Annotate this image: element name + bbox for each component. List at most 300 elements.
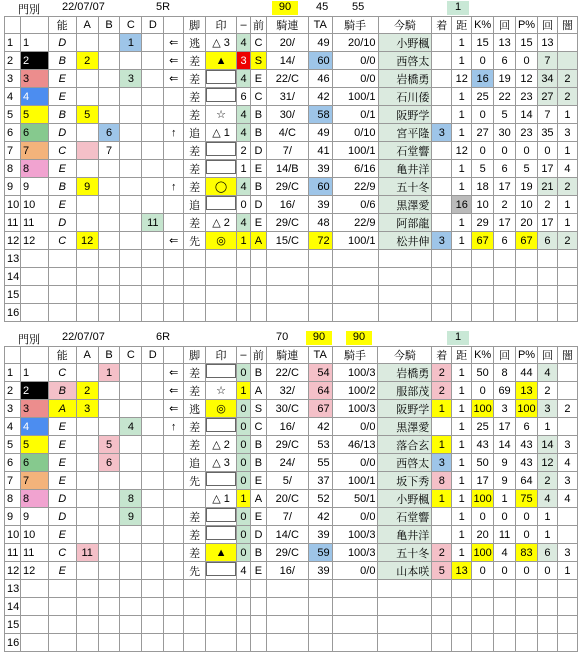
column-header [20,347,48,364]
cell [472,268,494,286]
cell: 6 [20,124,48,142]
cell [378,268,432,286]
cell: 15/C [266,232,308,250]
cell: 100/1 [332,232,378,250]
cell [142,268,164,286]
column-header: K% [472,17,494,34]
column-header [5,17,21,34]
cell: 13 [494,34,516,52]
column-header: 印 [206,347,237,364]
cell [557,580,577,598]
cell [164,580,184,598]
cell [472,598,494,616]
cell: 25 [472,418,494,436]
cell [164,214,184,232]
cell [432,70,452,88]
cell: 100 [472,490,494,508]
cell: 19 [516,178,538,196]
cell [332,268,378,286]
cell: 64 [516,472,538,490]
cell [76,616,98,634]
cell: 49 [308,34,332,52]
cell [120,250,142,268]
cell [432,250,452,268]
cell [452,250,472,268]
column-header: C [120,347,142,364]
race5-number: 5R [156,1,171,13]
mark-box [206,364,236,378]
cell: ↑ [164,178,184,196]
cell: B [250,544,266,562]
cell: 13 [5,250,21,268]
cell: B [48,178,76,196]
cell [142,178,164,196]
cell: 宮平隆 [378,124,432,142]
cell: 22/C [266,364,308,382]
cell: 9 [494,472,516,490]
cell [516,268,538,286]
cell: 差 [184,214,206,232]
cell: 9 [20,178,48,196]
cell: 14/C [266,526,308,544]
cell: D [48,490,76,508]
cell [557,364,577,382]
cell: 5 [494,106,516,124]
column-header: 脚 [184,347,206,364]
cell: B [48,52,76,70]
cell: △ 3 [206,34,237,52]
cell [98,106,120,124]
cell: S [250,52,266,70]
column-header: A [76,347,98,364]
cell: ▲ [206,52,237,70]
cell: A [250,490,266,508]
cell [206,196,237,214]
mark-box [206,160,236,174]
cell [120,562,142,580]
cell [557,250,577,268]
cell [120,616,142,634]
cell: 1 [452,34,472,52]
cell: 9 [20,508,48,526]
cell: 4 [537,364,557,382]
cell [206,616,237,634]
cell: 75 [516,490,538,508]
cell: 37 [308,472,332,490]
cell: 0/0 [332,52,378,70]
cell: 9 [5,178,21,196]
cell: 7 [5,472,21,490]
cell [472,634,494,652]
cell: 2 [557,232,577,250]
cell [98,304,120,322]
cell: 2 [5,382,21,400]
cell [98,160,120,178]
cell: ↑ [164,124,184,142]
cell: 1 [452,436,472,454]
cell: 1 [494,490,516,508]
column-header: B [98,17,120,34]
cell: 17 [494,178,516,196]
cell: A [48,400,76,418]
race5-table [4,16,578,322]
column-header: 騎連 [266,347,308,364]
cell: 岩橋勇 [378,364,432,382]
cell [142,508,164,526]
cell [76,142,98,160]
cell: 岩橋勇 [378,70,432,88]
cell: 差 [184,364,206,382]
cell: 8 [432,472,452,490]
cell [48,634,76,652]
cell [184,286,206,304]
cell: 24/ [266,454,308,472]
cell [120,178,142,196]
cell [76,70,98,88]
column-header: 闇 [557,347,577,364]
column-header: 前 [250,347,266,364]
cell: 39 [308,562,332,580]
cell [98,268,120,286]
cell: 7/ [266,142,308,160]
cell: 14 [516,106,538,124]
cell: 6 [516,418,538,436]
cell [206,508,237,526]
cell [120,52,142,70]
cell [472,304,494,322]
cell [76,304,98,322]
cell: 29/C [266,214,308,232]
cell: 49 [308,124,332,142]
table-row [5,616,578,634]
cell [120,400,142,418]
cell [142,580,164,598]
cell [494,304,516,322]
cell: 0 [237,436,251,454]
cell: 4 [20,418,48,436]
cell: 16 [472,70,494,88]
cell: 27 [472,124,494,142]
cell [237,304,251,322]
column-header: 能 [48,17,76,34]
cell [516,634,538,652]
cell: 追 [184,124,206,142]
cell: ▲ [206,544,237,562]
cell: D [250,196,266,214]
cell [142,418,164,436]
cell [432,580,452,598]
cell: 22/C [266,70,308,88]
cell: C [250,418,266,436]
cell: 8 [5,490,21,508]
cell [142,88,164,106]
header-row [5,347,578,364]
cell: 100/1 [332,88,378,106]
cell: 1 [98,364,120,382]
cell: 4/C [266,124,308,142]
cell: D [48,124,76,142]
cell: 50 [472,364,494,382]
cell [206,304,237,322]
cell: 3 [494,400,516,418]
cell: △ 1 [206,124,237,142]
cell [472,580,494,598]
cell: 13 [5,580,21,598]
table-row [5,250,578,268]
cell: 4 [20,88,48,106]
cell: 1 [237,160,251,178]
column-header: TA [308,17,332,34]
cell: D [48,34,76,52]
cell: 差 [184,382,206,400]
cell [76,364,98,382]
cell: 3 [5,70,21,88]
cell: 100 [516,400,538,418]
cell: 6 [98,454,120,472]
cell: ⇐ [164,52,184,70]
cell: 5 [76,106,98,124]
cell: 20/C [266,490,308,508]
cell [266,616,308,634]
cell [76,124,98,142]
cell [142,142,164,160]
cell [184,634,206,652]
cell: 差 [184,70,206,88]
cell [378,250,432,268]
cell: 15 [516,34,538,52]
cell: 1 [452,232,472,250]
cell: ☆ [206,106,237,124]
cell [432,616,452,634]
column-header: C [120,17,142,34]
column-header: 印 [206,17,237,34]
cell [120,232,142,250]
cell [184,580,206,598]
cell: 西啓太 [378,454,432,472]
cell [98,52,120,70]
cell [164,508,184,526]
cell: 阪野学 [378,106,432,124]
cell: 34 [537,70,557,88]
mark-box [206,562,236,576]
cell: 1 [452,418,472,436]
cell [98,580,120,598]
cell [206,598,237,616]
cell: 6 [98,124,120,142]
cell: 7 [537,52,557,70]
cell [98,250,120,268]
cell: 6 [237,88,251,106]
cell: D [48,508,76,526]
cell: 4 [237,178,251,196]
cell: 0 [237,454,251,472]
cell: 1 [452,544,472,562]
cell: 黒澤愛 [378,196,432,214]
cell: 72 [308,232,332,250]
cell: E [250,562,266,580]
cell [206,142,237,160]
cell: 5 [432,562,452,580]
cell [452,286,472,304]
cell [494,580,516,598]
cell: △ 3 [206,454,237,472]
table-row [5,232,578,250]
cell [142,616,164,634]
cell: 1 [452,400,472,418]
header-row [5,17,578,34]
cell: 30/ [266,106,308,124]
cell [432,418,452,436]
cell [142,364,164,382]
cell: 22 [494,88,516,106]
cell [120,106,142,124]
cell [120,634,142,652]
cell: 46 [308,70,332,88]
cell: 2 [76,382,98,400]
cell [308,634,332,652]
cell: 39 [308,160,332,178]
table-row [5,580,578,598]
cell: 1 [452,178,472,196]
cell [164,286,184,304]
cell: 6 [494,52,516,70]
cell [237,268,251,286]
cell [164,526,184,544]
cell [142,70,164,88]
cell [142,34,164,52]
cell: 13 [516,382,538,400]
cell [250,598,266,616]
cell: 差 [184,160,206,178]
table-row [5,178,578,196]
cell: 14 [537,436,557,454]
cell: 6 [537,544,557,562]
column-header: 闇 [557,17,577,34]
mark-box [206,196,236,210]
table-row [5,286,578,304]
cell [266,304,308,322]
cell: 30 [494,124,516,142]
cell [142,232,164,250]
cell: 差 [184,436,206,454]
cell [516,304,538,322]
cell: 31/ [266,88,308,106]
cell: ◎ [206,400,237,418]
cell: 67 [308,400,332,418]
cell [472,286,494,304]
cell: 23 [516,88,538,106]
cell: 0 [516,508,538,526]
cell: 10 [5,196,21,214]
cell [120,286,142,304]
cell: 0/6 [332,196,378,214]
cell [308,250,332,268]
cell: 20/10 [332,34,378,52]
cell: 先 [184,232,206,250]
cell [164,634,184,652]
cell: 100 [472,544,494,562]
cell: 0 [537,142,557,160]
cell: 0 [237,196,251,214]
cell: E [250,214,266,232]
table-row [5,88,578,106]
cell: 50 [472,454,494,472]
table-row [5,214,578,232]
cell [76,472,98,490]
cell: 17 [537,214,557,232]
cell: 100/3 [332,544,378,562]
cell: 10 [472,196,494,214]
cell: 58 [308,106,332,124]
column-header [20,17,48,34]
cell: 黒澤愛 [378,418,432,436]
cell: 7 [98,142,120,160]
column-header: D [142,17,164,34]
cell: 0 [237,418,251,436]
cell [250,616,266,634]
table-row [5,364,578,382]
cell: 5 [516,160,538,178]
cell [308,580,332,598]
cell: 17 [494,418,516,436]
cell [98,508,120,526]
cell [20,286,48,304]
cell [142,544,164,562]
cell: 2 [76,52,98,70]
cell: 54 [308,364,332,382]
cell: 22/9 [332,178,378,196]
cell: 逃 [184,400,206,418]
cell: 0 [237,508,251,526]
cell: 西啓太 [378,52,432,70]
cell: 0 [237,544,251,562]
cell: 29/C [266,178,308,196]
cell: B [250,106,266,124]
cell: 9 [494,454,516,472]
cell: 7/ [266,508,308,526]
cell: 16 [452,196,472,214]
cell: 5/ [266,472,308,490]
cell: ⇐ [164,382,184,400]
cell: 55 [308,454,332,472]
cell: 4 [237,124,251,142]
cell [494,634,516,652]
cell: 13 [537,34,557,52]
cell [142,454,164,472]
cell [537,286,557,304]
cell [142,598,164,616]
cell [557,526,577,544]
cell: 6 [537,232,557,250]
cell: 0 [237,526,251,544]
cell: C [48,232,76,250]
cell [76,34,98,52]
cell [76,268,98,286]
cell: 16 [5,304,21,322]
cell: 2 [432,364,452,382]
cell: 20/ [266,34,308,52]
race6-venue: 門別 [18,334,40,346]
cell: S [250,400,266,418]
cell [20,616,48,634]
cell: 29/C [266,436,308,454]
cell [308,616,332,634]
cell [164,106,184,124]
cell [120,214,142,232]
cell: 1 [452,454,472,472]
cell: 44 [516,364,538,382]
cell: 5 [20,436,48,454]
